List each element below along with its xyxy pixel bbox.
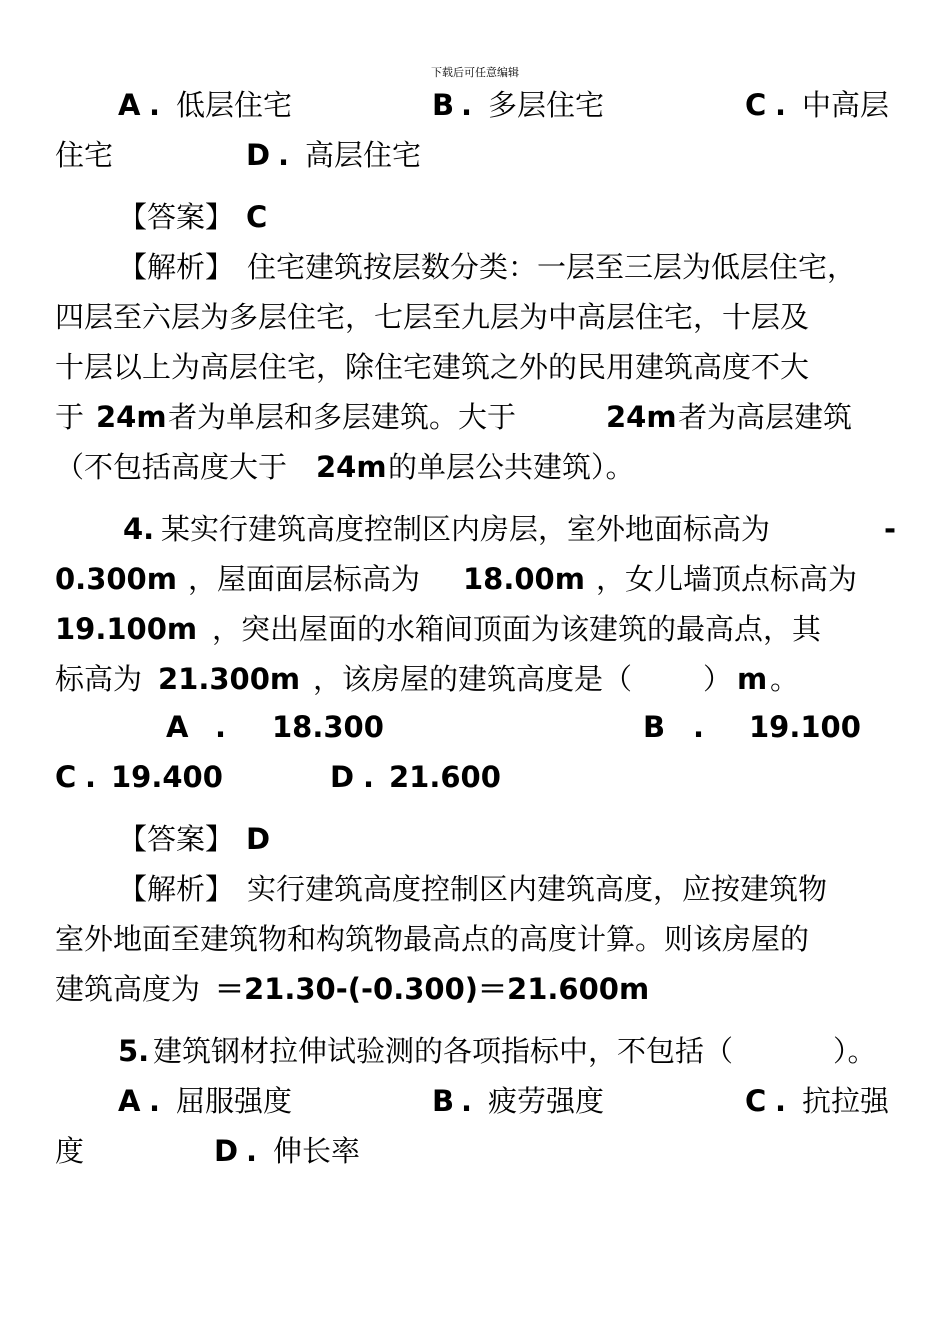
q4-answer-value: D — [246, 822, 271, 856]
q4-option-c-letter: C — [55, 760, 77, 794]
q3-option-c-text: 中高层 — [802, 88, 890, 122]
q4-stem-text: 。 — [770, 662, 800, 696]
q3-answer-line — [0, 192, 950, 242]
q5-option-a-sep: . — [149, 1084, 161, 1118]
q4-stem-text: ，屋面面层标高为 — [188, 562, 421, 596]
q3-analysis-text: 住宅建筑按层数分类：一层至三层为低层住宅， — [247, 250, 857, 284]
q4-stem-text: ，女儿墙顶点标高为 — [596, 562, 858, 596]
q5-options-line-2 — [0, 1126, 950, 1176]
q5-stem-text: 建筑钢材拉伸试验测的各项指标中，不包括（ — [153, 1034, 734, 1068]
q5-option-c-sep: . — [775, 1084, 787, 1118]
q3-option-a-text: 低层住宅 — [176, 88, 293, 122]
q3-option-c-sep: . — [775, 88, 787, 122]
q4-option-a-letter: A — [166, 710, 189, 744]
q4-number: 4. — [123, 512, 155, 546]
q4-analysis-formula: ＝21.30-(-0.300)＝21.600m — [215, 972, 650, 1006]
q4-options-line-2 — [0, 752, 950, 802]
q4-analysis-text: 室外地面至建筑物和构筑物最高点的高度计算。则该房屋的 — [55, 922, 810, 956]
q4-stem-line-4 — [0, 654, 950, 704]
q4-stem-line-1 — [0, 504, 950, 554]
q3-option-d-text: 高层住宅 — [305, 138, 422, 172]
q3-analysis-number: 24m — [96, 400, 167, 434]
q3-options-line-2 — [0, 130, 950, 180]
q4-stem-line-3 — [0, 604, 950, 654]
q5-option-b-sep: . — [461, 1084, 473, 1118]
q4-analysis-line-2 — [0, 914, 950, 964]
q3-options-line-1 — [0, 80, 950, 130]
page-header: 下载后可任意编辑 — [431, 66, 519, 79]
q4-analysis-text: 实行建筑高度控制区内建筑高度，应按建筑物 — [247, 872, 828, 906]
q4-option-d-sep: . — [363, 760, 375, 794]
q4-analysis-label: 【解析】 — [118, 872, 235, 906]
q4-stem-text: ，该房屋的建筑高度是（ — [313, 662, 633, 696]
q3-analysis-text: 于 — [55, 400, 85, 434]
q3-analysis-text: 的单层公共建筑）。 — [388, 450, 635, 484]
q5-option-a-letter: A — [118, 1084, 141, 1118]
q5-number: 5. — [118, 1034, 150, 1068]
q5-option-b-text: 疲劳强度 — [488, 1084, 605, 1118]
q3-analysis-text: 者为高层建筑 — [678, 400, 853, 434]
q4-stem-text: 标高为 — [55, 662, 143, 696]
q4-option-b-letter: B — [643, 710, 666, 744]
q4-analysis-line-1 — [0, 864, 950, 914]
q5-option-b-letter: B — [432, 1084, 455, 1118]
q3-analysis-text: 者为单层和多层建筑。大于 — [168, 400, 517, 434]
q3-analysis-line-4 — [0, 392, 950, 442]
q4-stem-number: 18.00m — [463, 562, 585, 596]
q5-options-line-1 — [0, 1076, 950, 1126]
q3-option-a-sep: . — [149, 88, 161, 122]
q5-option-c-letter: C — [745, 1084, 767, 1118]
q3-option-d-letter: D — [246, 138, 271, 172]
q5-option-c-continued: 度 — [55, 1134, 85, 1168]
q3-option-b-text: 多层住宅 — [488, 88, 605, 122]
q5-option-d-text: 伸长率 — [273, 1134, 361, 1168]
q4-analysis-line-3 — [0, 964, 950, 1014]
q3-analysis-line-3 — [0, 342, 950, 392]
q4-stem-number: 0.300m — [55, 562, 177, 596]
q4-analysis-text: 建筑高度为 — [55, 972, 201, 1006]
q3-option-c-letter: C — [745, 88, 767, 122]
q4-stem-line-2 — [0, 554, 950, 604]
q5-option-c-text: 抗拉强 — [802, 1084, 890, 1118]
q4-answer-label: 【答案】 — [118, 822, 235, 856]
q4-option-a-text: 18.300 — [272, 710, 384, 744]
q4-stem-number: 21.300m — [158, 662, 301, 696]
q5-stem-text: ）。 — [833, 1034, 877, 1068]
q4-option-b-text: 19.100 — [749, 710, 861, 744]
q5-stem-line — [0, 1026, 950, 1076]
q3-option-d-sep: . — [278, 138, 290, 172]
q4-option-b-sep: . — [693, 710, 705, 744]
q3-analysis-line-2 — [0, 292, 950, 342]
q4-stem-minus: - — [884, 512, 897, 546]
q4-stem-text: 某实行建筑高度控制区内房层，室外地面标高为 — [161, 512, 771, 546]
q4-stem-text: ，突出屋面的水箱间顶面为该建筑的最高点，其 — [212, 612, 822, 646]
q3-analysis-number: 24m — [606, 400, 677, 434]
q4-stem-text: ） — [703, 662, 733, 696]
q5-option-d-letter: D — [214, 1134, 239, 1168]
q4-option-a-sep: . — [215, 710, 227, 744]
q4-option-c-sep: . — [85, 760, 97, 794]
q4-answer-line — [0, 814, 950, 864]
q4-option-d-letter: D — [330, 760, 355, 794]
q4-options-line-1 — [0, 702, 950, 752]
q3-option-b-sep: . — [461, 88, 473, 122]
q3-analysis-number: 24m — [316, 450, 387, 484]
q4-option-c-text: 19.400 — [111, 760, 223, 794]
q3-answer-label: 【答案】 — [118, 200, 235, 234]
q3-option-a-letter: A — [118, 88, 141, 122]
q3-analysis-line-5 — [0, 442, 950, 492]
q5-option-d-sep: . — [246, 1134, 258, 1168]
q4-option-d-text: 21.600 — [389, 760, 501, 794]
q3-answer-value: C — [246, 200, 268, 234]
q3-analysis-text: 十层以上为高层住宅，除住宅建筑之外的民用建筑高度不大 — [55, 350, 810, 384]
q4-stem-unit: m — [737, 662, 768, 696]
q3-option-b-letter: B — [432, 88, 455, 122]
q5-option-a-text: 屈服强度 — [176, 1084, 293, 1118]
q3-analysis-line-1 — [0, 242, 950, 292]
q3-analysis-text: 四层至六层为多层住宅，七层至九层为中高层住宅，十层及 — [55, 300, 810, 334]
q3-analysis-text: （不包括高度大于 — [55, 450, 288, 484]
q4-stem-number: 19.100m — [55, 612, 198, 646]
q3-option-c-continued: 住宅 — [55, 138, 114, 172]
q3-analysis-label: 【解析】 — [118, 250, 235, 284]
